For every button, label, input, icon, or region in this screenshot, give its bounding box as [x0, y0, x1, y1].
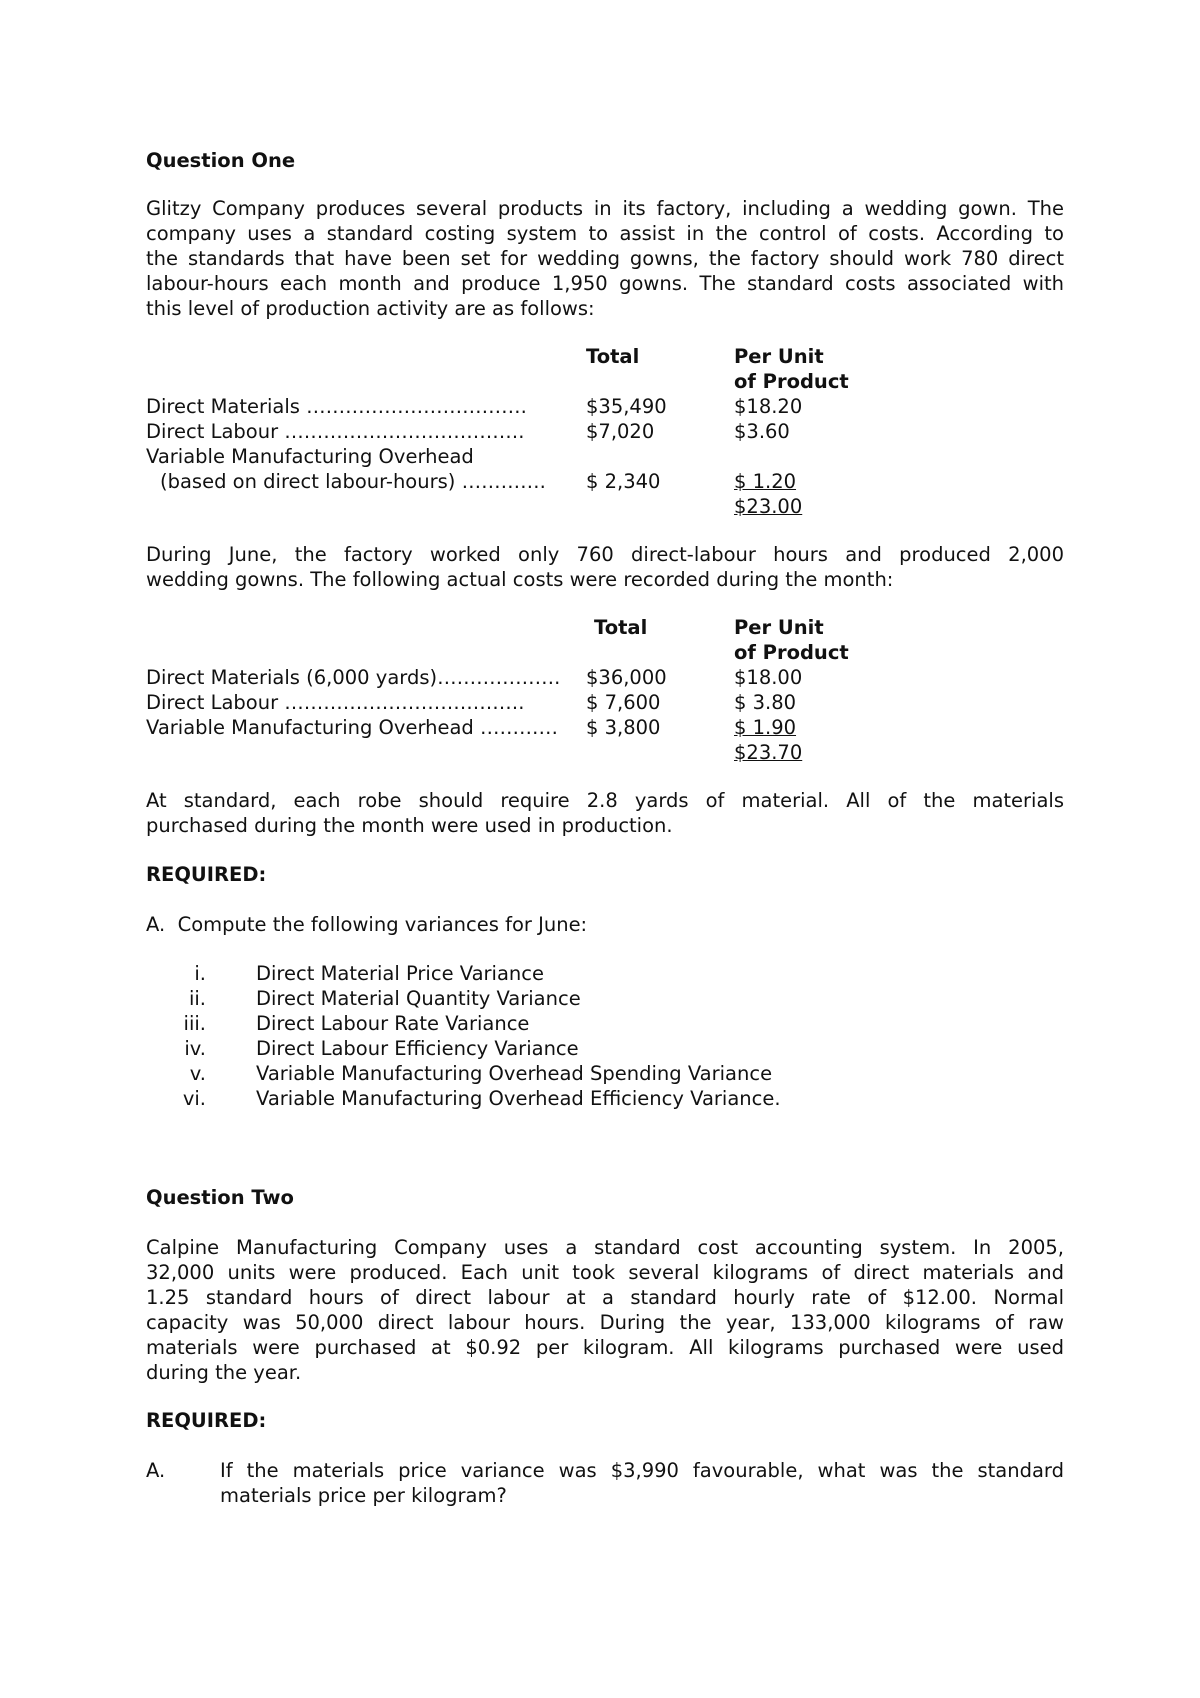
intro-line: labour-hours each month and produce 1,950 gowns. The standard costs associated with	[146, 272, 1064, 295]
june-line: wedding gowns. The following actual costs were recorded during the month:	[146, 568, 894, 591]
col-per-unit-header-2: of Product	[734, 370, 849, 393]
row-unit: $ 3.80	[734, 691, 797, 714]
table-header-row	[146, 344, 1064, 369]
part-a-instruction: A. Compute the following variances for June:	[146, 913, 588, 936]
intro-line: 1.25 standard hours of direct labour at a standard hourly rate of $12.00. Normal	[146, 1286, 1064, 1309]
intro-line: this level of production activity are as follows:	[146, 297, 595, 320]
row-unit: $18.20	[734, 395, 803, 418]
list-text: Variable Manufacturing Overhead Efficiency Variance.	[256, 1087, 781, 1110]
table-total-row	[146, 494, 1064, 519]
row-unit: $ 1.90	[734, 716, 797, 739]
unit-total: $23.00	[734, 495, 803, 518]
list-text: Direct Material Quantity Variance	[256, 987, 581, 1010]
list-item	[146, 1036, 1064, 1061]
intro-line: the standards that have been set for wedding gowns, the factory should work 780 direct	[146, 247, 1064, 270]
table-row	[146, 444, 1064, 469]
question-one-heading: Question One	[146, 149, 296, 172]
table-row	[146, 419, 1064, 444]
intro-line: company uses a standard costing system to assist in the control of costs. According to	[146, 222, 1064, 245]
table-row	[146, 690, 1064, 715]
list-item	[146, 1061, 1064, 1086]
row-label: Variable Manufacturing Overhead	[146, 445, 474, 468]
list-text: Variable Manufacturing Overhead Spending Variance	[256, 1062, 773, 1085]
table-row	[146, 394, 1064, 419]
row-label: Direct Materials …………………………….	[146, 395, 527, 418]
row-unit: $18.00	[734, 666, 803, 689]
row-label: Direct Labour ……………………………….	[146, 420, 525, 443]
table-row	[146, 715, 1064, 740]
required-heading: REQUIRED:	[146, 863, 267, 886]
row-label: Direct Labour ……………………………….	[146, 691, 525, 714]
col-per-unit-header-2: of Product	[734, 641, 849, 664]
row-total: $7,020	[586, 420, 655, 443]
row-total: $35,490	[586, 395, 667, 418]
intro-line: 32,000 units were produced. Each unit took several kilograms of direct materials and	[146, 1261, 1064, 1284]
part-a-line: If the materials price variance was $3,990 favourable, what was the standard	[220, 1459, 1064, 1482]
list-item	[146, 1011, 1064, 1036]
row-label: Variable Manufacturing Overhead …………	[146, 716, 558, 739]
question-two-heading: Question Two	[146, 1186, 294, 1209]
list-item	[146, 961, 1064, 986]
list-number: i.	[194, 962, 206, 985]
row-total: $ 7,600	[586, 691, 661, 714]
table-header-row	[146, 369, 1064, 394]
list-item	[146, 986, 1064, 1011]
list-text: Direct Material Price Variance	[256, 962, 545, 985]
part-a-line: materials price per kilogram?	[220, 1484, 507, 1507]
row-total: $ 3,800	[586, 716, 661, 739]
table-total-row	[146, 740, 1064, 765]
required-heading-two: REQUIRED:	[146, 1409, 267, 1432]
list-number: iv.	[184, 1037, 206, 1060]
col-per-unit-header: Per Unit	[734, 616, 824, 639]
intro-line: materials were purchased at $0.92 per kilogram. All kilograms purchased were used	[146, 1336, 1064, 1359]
intro-line: during the year.	[146, 1361, 302, 1384]
row-total: $36,000	[586, 666, 667, 689]
june-line: During June, the factory worked only 760 direct-labour hours and produced 2,000	[146, 543, 1064, 566]
list-item	[146, 1086, 1064, 1111]
june-text	[146, 542, 1064, 592]
intro-line: Calpine Manufacturing Company uses a standard cost accounting system. In 2005,	[146, 1236, 1064, 1259]
intro-line: capacity was 50,000 direct labour hours. During the year, 133,000 kilograms of raw	[146, 1311, 1064, 1334]
row-total: $ 2,340	[586, 470, 661, 493]
unit-total: $23.70	[734, 741, 803, 764]
table-header-row	[146, 640, 1064, 665]
row-label: (based on direct labour-hours) ………….	[160, 470, 546, 493]
list-text: Direct Labour Rate Variance	[256, 1012, 530, 1035]
col-per-unit-header: Per Unit	[734, 345, 824, 368]
list-text: Direct Labour Efficiency Variance	[256, 1037, 579, 1060]
list-number: vi.	[182, 1087, 206, 1110]
part-a-label: A.	[146, 1459, 166, 1482]
list-number: ii.	[188, 987, 206, 1010]
list-number: v.	[189, 1062, 206, 1085]
note-line: purchased during the month were used in production.	[146, 814, 673, 837]
row-unit: $3.60	[734, 420, 790, 443]
row-unit: $ 1.20	[734, 470, 797, 493]
question-two-part-a	[146, 1458, 1064, 1508]
note-line: At standard, each robe should require 2.8 yards of material. All of the materials	[146, 789, 1064, 812]
intro-line: Glitzy Company produces several products in its factory, including a wedding gown. The	[146, 197, 1064, 220]
table-header-row	[146, 615, 1064, 640]
col-total-header: Total	[586, 345, 640, 368]
standard-note	[146, 788, 1064, 838]
part-a-text	[220, 1458, 1064, 1508]
row-label: Direct Materials (6,000 yards)……………….	[146, 666, 561, 689]
table-row	[146, 665, 1064, 690]
col-total-header: Total	[594, 616, 648, 639]
table-row	[146, 469, 1064, 494]
question-two-intro	[146, 1235, 1064, 1385]
list-number: iii.	[183, 1012, 206, 1035]
question-one-intro	[146, 196, 1064, 321]
